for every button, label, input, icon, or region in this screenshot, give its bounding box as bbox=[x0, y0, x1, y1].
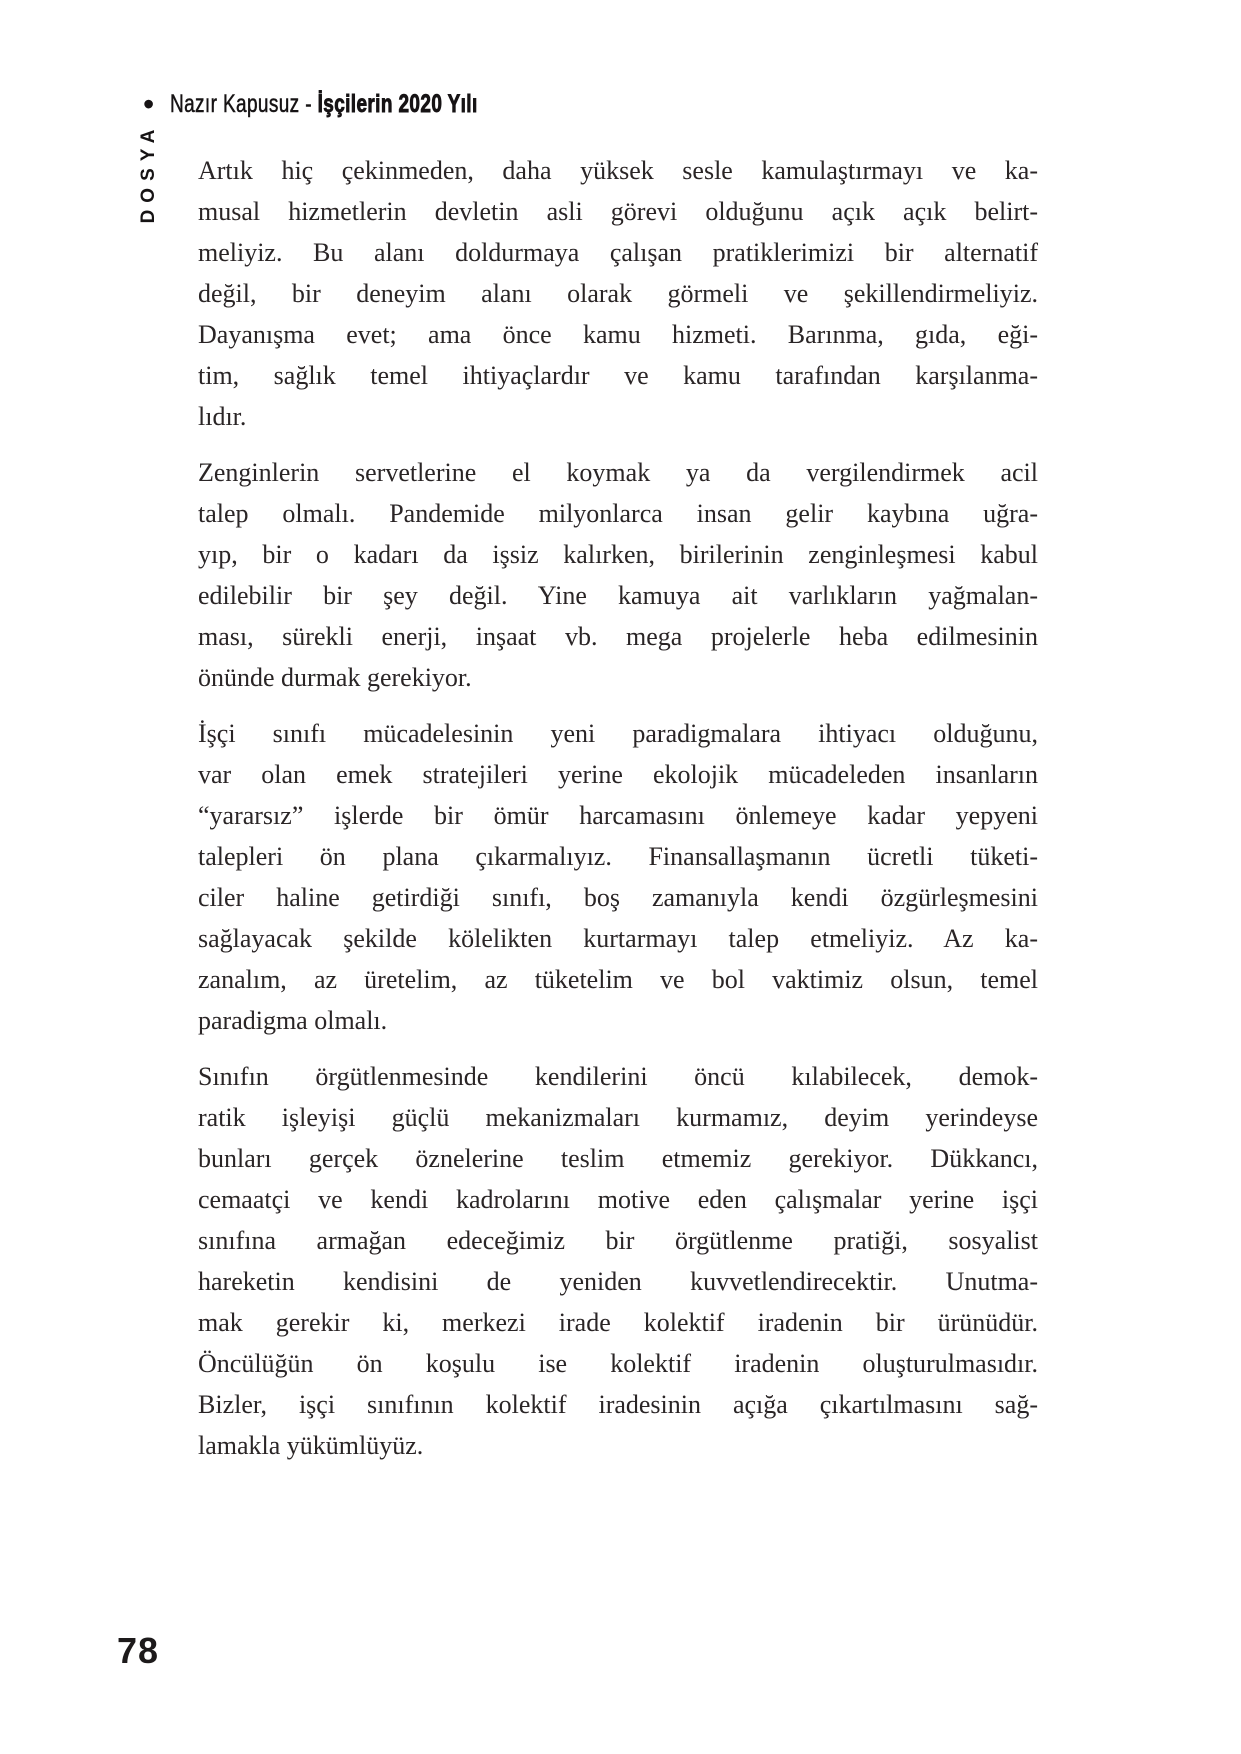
text-line: ratik işleyişi güçlü mekanizmaları kurmamız, deyim yerindeyse bbox=[198, 1103, 1038, 1132]
text-line: Zenginlerin servetlerine el koymak ya da vergilendirmek acil bbox=[198, 458, 1038, 487]
text-line: musal hizmetlerin devletin asli görevi olduğunu açık açık belirt- bbox=[198, 197, 1038, 226]
text-line: önünde durmak gerekiyor. bbox=[198, 663, 472, 692]
body-paragraph bbox=[198, 713, 1038, 1041]
text-line: ciler haline getirdiği sınıfı, boş zamanıyla kendi özgürleşmesini bbox=[198, 883, 1038, 912]
text-line: lıdır. bbox=[198, 402, 247, 431]
article-title: İşçilerin 2020 Yılı bbox=[317, 90, 478, 118]
body-paragraph bbox=[198, 452, 1038, 698]
text-line: hareketin kendisini de yeniden kuvvetlendirecektir. Unutma- bbox=[198, 1267, 1038, 1296]
body-paragraph bbox=[198, 150, 1038, 437]
text-line: Sınıfın örgütlenmesinde kendilerini öncü kılabilecek, demok- bbox=[198, 1062, 1038, 1091]
page-header: • Nazır Kapusuz - İşçilerin 2020 Yılı bbox=[143, 85, 478, 122]
author-name: Nazır Kapusuz - bbox=[170, 90, 318, 118]
text-line: ması, sürekli enerji, inşaat vb. mega projelerle heba edilmesinin bbox=[198, 622, 1038, 651]
running-head bbox=[170, 90, 478, 119]
text-line: Bizler, işçi sınıfının kolektif iradesinin açığa çıkartılmasını sağ- bbox=[198, 1390, 1038, 1419]
text-line: Öncülüğün ön koşulu ise kolektif iradenin oluşturulmasıdır. bbox=[198, 1349, 1038, 1378]
text-line: zanalım, az üretelim, az tüketelim ve bol vaktimiz olsun, temel bbox=[198, 965, 1038, 994]
text-line: sağlayacak şekilde kölelikten kurtarmayı talep etmeliyiz. Az ka- bbox=[198, 924, 1038, 953]
text-line: lamakla yükümlüyüz. bbox=[198, 1431, 424, 1460]
text-line: bunları gerçek öznelerine teslim etmemiz gerekiyor. Dükkancı, bbox=[198, 1144, 1038, 1173]
text-line: Dayanışma evet; ama önce kamu hizmeti. Barınma, gıda, eği- bbox=[198, 320, 1038, 349]
text-line: edilebilir bir şey değil. Yine kamuya ait varlıkların yağmalan- bbox=[198, 581, 1038, 610]
text-line: tim, sağlık temel ihtiyaçlardır ve kamu tarafından karşılanma- bbox=[198, 361, 1038, 390]
body-paragraph bbox=[198, 1056, 1038, 1466]
text-line: yıp, bir o kadarı da işsiz kalırken, birilerinin zenginleşmesi kabul bbox=[198, 540, 1038, 569]
section-label-vertical: DOSYA bbox=[138, 122, 159, 224]
text-line: var olan emek stratejileri yerine ekolojik mücadeleden insanların bbox=[198, 760, 1038, 789]
text-line: değil, bir deneyim alanı olarak görmeli ve şekillendirmeliyiz. bbox=[198, 279, 1038, 308]
text-line: sınıfına armağan edeceğimiz bir örgütlenme pratiği, sosyalist bbox=[198, 1226, 1038, 1255]
text-line: paradigma olmalı. bbox=[198, 1006, 388, 1035]
body-text bbox=[198, 150, 1038, 1481]
page-number: 78 bbox=[117, 1630, 160, 1671]
text-line: cemaatçi ve kendi kadrolarını motive eden çalışmalar yerine işçi bbox=[198, 1185, 1038, 1214]
text-line: talep olmalı. Pandemide milyonlarca insan gelir kaybına uğra- bbox=[198, 499, 1038, 528]
text-line: talepleri ön plana çıkarmalıyız. Finansallaşmanın ücretli tüketi- bbox=[198, 842, 1038, 871]
text-line: Artık hiç çekinmeden, daha yüksek sesle kamulaştırmayı ve ka- bbox=[198, 156, 1038, 185]
text-line: meliyiz. Bu alanı doldurmaya çalışan pratiklerimizi bir alternatif bbox=[198, 238, 1038, 267]
text-line: “yararsız” işlerde bir ömür harcamasını önlemeye kadar yepyeni bbox=[198, 801, 1038, 830]
text-line: İşçi sınıfı mücadelesinin yeni paradigmalara ihtiyacı olduğunu, bbox=[198, 719, 1038, 748]
text-line: mak gerekir ki, merkezi irade kolektif iradenin bir ürünüdür. bbox=[198, 1308, 1038, 1337]
